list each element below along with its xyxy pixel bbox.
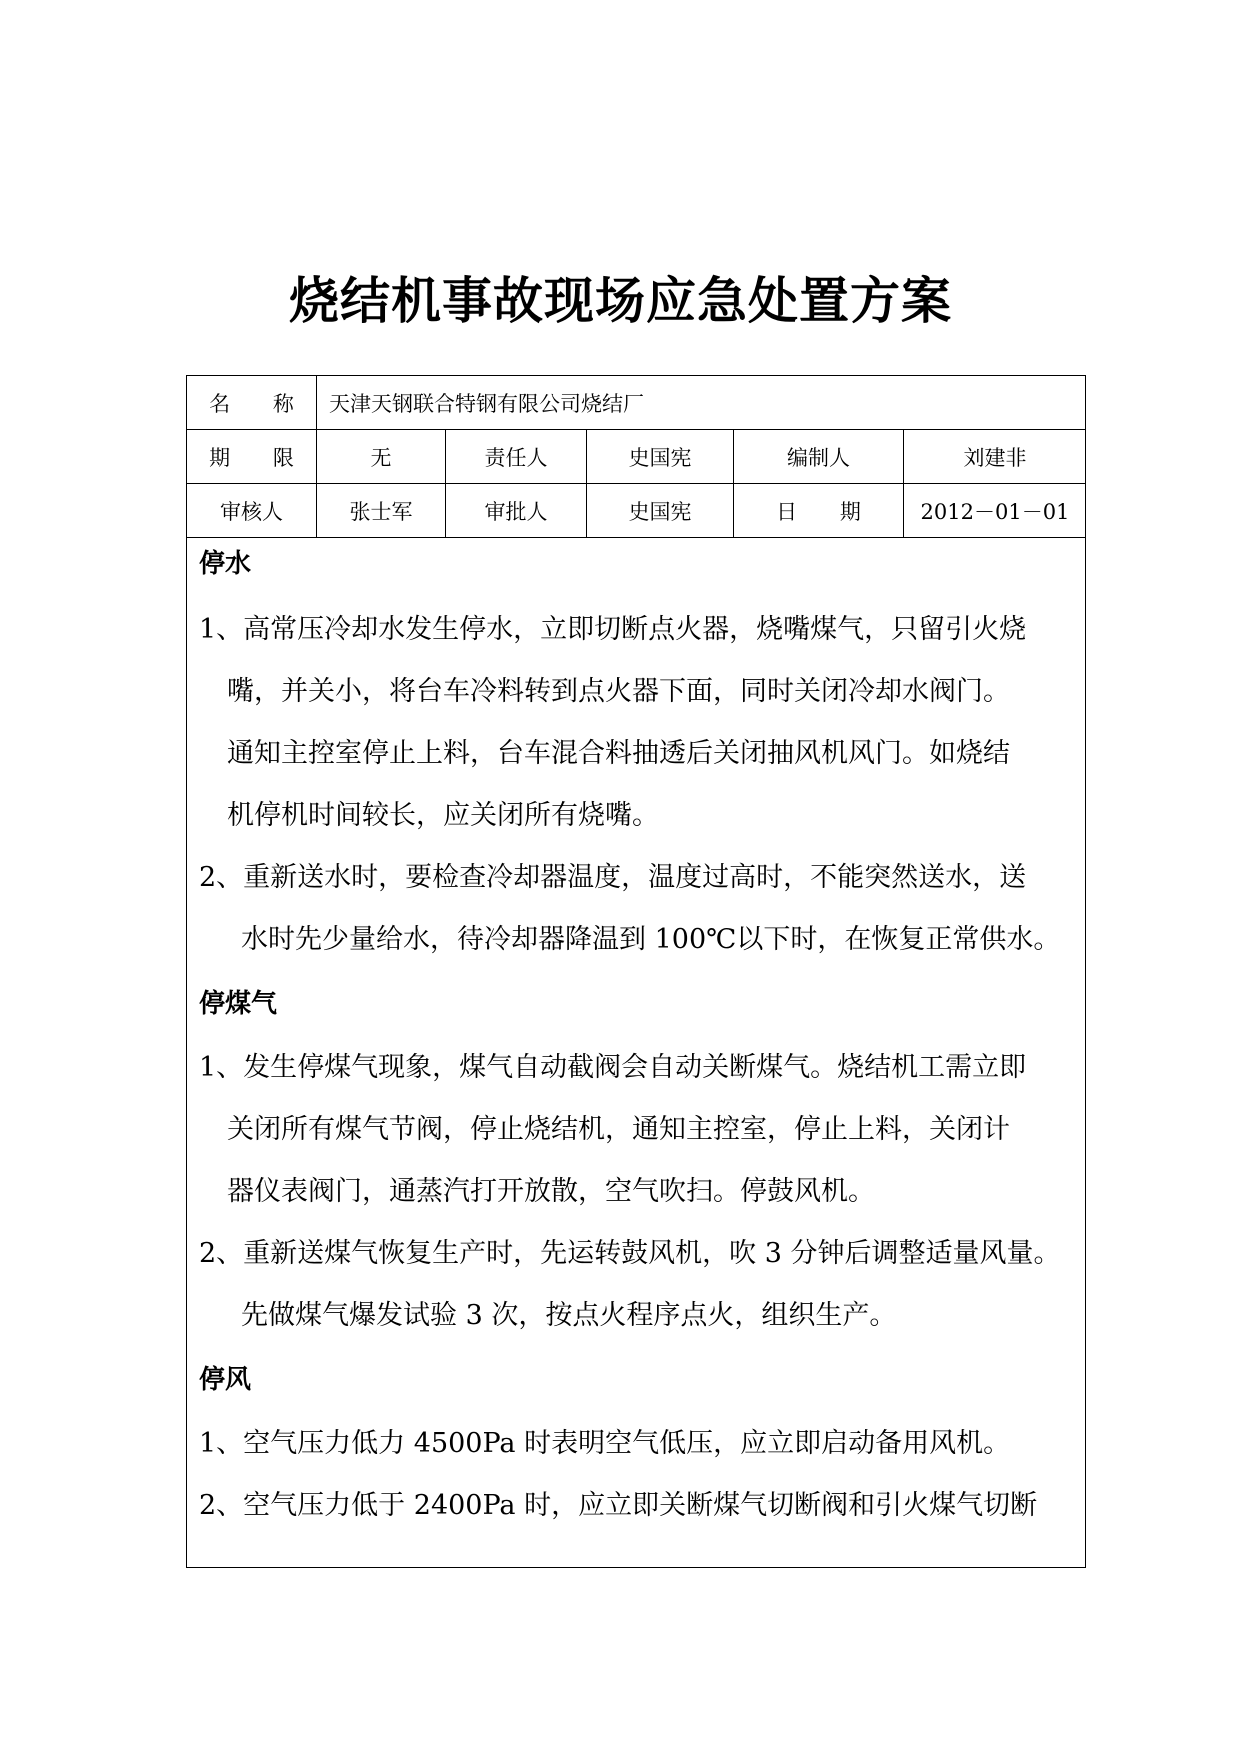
- gas-line-2: 关闭所有煤气节阀，停止烧结机，通知主控室，停止上料，关闭计: [227, 1114, 1010, 1145]
- air-line-1: 1、空气压力低力 4500Pa 时表明空气低压，应立即启动备用风机。: [199, 1428, 1011, 1459]
- water-line-1: 1、高常压冷却水发生停水，立即切断点火器，烧嘴煤气，只留引火烧: [199, 614, 1027, 645]
- water-line-4: 机停机时间较长，应关闭所有烧嘴。: [227, 800, 659, 831]
- approver-label: 审批人: [445, 484, 586, 537]
- reviewer-label: 审核人: [220, 499, 283, 524]
- plan-table: [186, 375, 1086, 1568]
- air-line-2: 2、空气压力低于 2400Pa 时，应立即关断煤气切断阀和引火煤气切断: [199, 1490, 1038, 1521]
- section-heading-gas: 停煤气: [199, 989, 278, 1019]
- water-line-3: 通知主控室停止上料，台车混合料抽透后关闭抽风机风门。如烧结: [227, 738, 1010, 769]
- name-label: 名 称: [209, 391, 312, 416]
- compiler-label: 编制人: [733, 430, 903, 483]
- gas-line-1: 1、发生停煤气现象，煤气自动截阀会自动关断煤气。烧结机工需立即: [199, 1052, 1027, 1083]
- info-row-name: [187, 376, 1085, 430]
- name-value: 天津天钢联合特钢有限公司烧结厂: [316, 376, 1086, 429]
- date-label: 日 期: [733, 484, 903, 537]
- water-line-5: 2、重新送水时，要检查冷却器温度，温度过高时，不能突然送水，送: [199, 862, 1027, 893]
- approver-value: 史国宪: [586, 484, 733, 537]
- gas-line-5: 先做煤气爆发试验 3 次，按点火程序点火，组织生产。: [241, 1300, 897, 1331]
- term-value: 无: [316, 430, 445, 483]
- responsible-value: 史国宪: [586, 430, 733, 483]
- gas-line-4: 2、重新送煤气恢复生产时，先运转鼓风机，吹 3 分钟后调整适量风量。: [199, 1238, 1061, 1269]
- info-row-term: [187, 430, 1085, 484]
- section-heading-water: 停水: [199, 549, 252, 579]
- gas-line-3: 器仪表阀门，通蒸汽打开放散，空气吹扫。停鼓风机。: [227, 1176, 875, 1207]
- document-title: 烧结机事故现场应急处置方案: [289, 272, 952, 330]
- reviewer-value: 张士军: [316, 484, 445, 537]
- section-heading-air: 停风: [199, 1365, 252, 1395]
- compiler-value: 刘建非: [903, 430, 1086, 483]
- date-value: 2012－01－01: [903, 484, 1086, 537]
- water-line-6: 水时先少量给水，待冷却器降温到 100℃以下时，在恢复正常供水。: [241, 924, 1061, 955]
- water-line-2: 嘴，并关小，将台车冷料转到点火器下面，同时关闭冷却水阀门。: [227, 676, 1010, 707]
- responsible-label: 责任人: [445, 430, 586, 483]
- info-row-review: [187, 484, 1085, 538]
- term-label: 期 限: [209, 445, 312, 470]
